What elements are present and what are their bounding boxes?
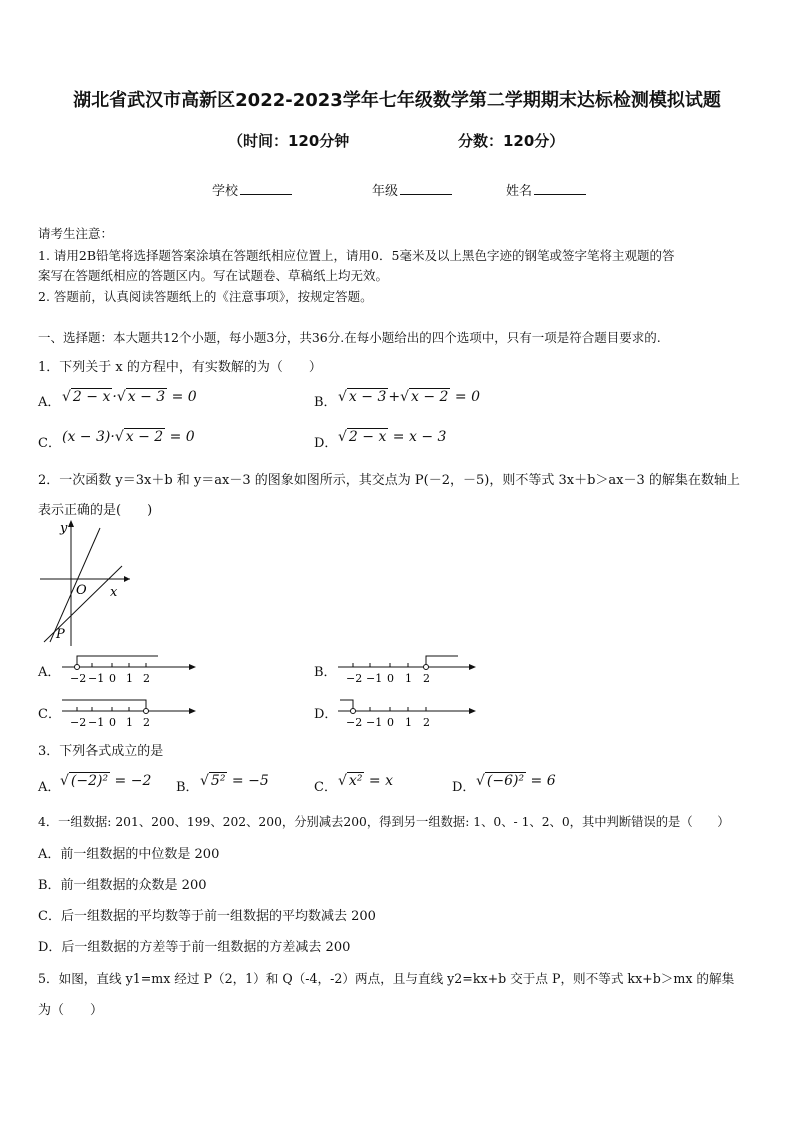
y-label: y: [60, 521, 68, 536]
q3-option-b-expr: √ 5² = −5: [200, 773, 269, 789]
exam-score: 分数：120分）: [458, 132, 565, 150]
svg-text:2: 2: [423, 716, 430, 729]
section-heading: 一、选择题：本大题共12个小题，每小题3分，共36分.在每小题给出的四个选项中，只有一项是符合题目要求的.: [38, 330, 661, 345]
exam-time: （时间：120分钟: [228, 132, 350, 150]
open-point: [351, 709, 356, 714]
q3-option-a-expr: √ (−2)² = −2: [60, 773, 152, 789]
school-field: 学校: [212, 180, 292, 199]
q2-line2: 表示正确的是( ): [38, 503, 153, 518]
svg-text:−1: −1: [88, 672, 105, 685]
q3-option-c-label: C．: [314, 780, 337, 795]
notice-item-2: 2. 答题前，认真阅读答题纸上的《注意事项》，按规定答题。: [38, 289, 373, 304]
svg-text:−2: −2: [70, 672, 87, 685]
q1-option-a-label: A．: [38, 395, 61, 410]
q1-option-b-label: B．: [314, 395, 337, 410]
q1-option-c-expr: (x − 3)·√ x − 2 = 0: [62, 429, 195, 445]
notice-item-1a: 1. 请用2B铅笔将选择题答案涂填在答题纸相应位置上，请用0．5毫米及以上黑色字迹的钢笔或签字笔将主观题的答: [38, 248, 675, 263]
q2-option-b-label: B．: [314, 665, 337, 680]
svg-text:0: 0: [387, 672, 394, 685]
svg-text:2: 2: [143, 672, 150, 685]
q5-line2: 为（ ）: [38, 1003, 104, 1018]
q1-option-a-expr: √ 2 − x ·√ x − 3 = 0: [62, 389, 197, 405]
notice-heading: 请考生注意：: [38, 226, 114, 241]
q3-option-d-label: D．: [452, 780, 476, 795]
solution-ray: [77, 656, 158, 664]
q2-numberline-b: [336, 652, 480, 686]
q3-option-a-label: A．: [38, 780, 61, 795]
svg-text:−1: −1: [366, 672, 383, 685]
q2-line1: 2．一次函数 y＝3x＋b 和 y＝ax－3 的图象如图所示，其交点为 P(－2，－5)，则不等式 3x＋b＞ax－3 的解集在数轴上: [38, 473, 740, 488]
q2-option-c-label: C．: [38, 707, 61, 722]
svg-text:1: 1: [126, 716, 133, 729]
solution-ray: [340, 700, 353, 708]
q1-option-b-expr: √ x − 3 +√ x − 2 = 0: [338, 389, 480, 405]
open-point: [144, 709, 149, 714]
q2-numberline-c: [60, 696, 200, 730]
q1-option-d-label: D．: [314, 436, 338, 451]
x-axis-arrow: [124, 576, 130, 582]
svg-text:1: 1: [405, 672, 412, 685]
q1-option-d-expr: √ 2 − x = x − 3: [338, 429, 447, 445]
q1-stem: 1．下列关于 x 的方程中，有实数解的为（ ）: [38, 360, 322, 375]
q5-line1: 5．如图，直线 y1=mx 经过 P（2，1）和 Q（-4，-2）两点，且与直线 y2=kx+b 交于点 P，则不等式 kx+b＞mx 的解集: [38, 971, 735, 986]
q3-option-b-label: B．: [176, 780, 199, 795]
exam-title: 湖北省武汉市高新区2022-2023学年七年级数学第二学期期末达标检测模拟试题: [73, 90, 721, 111]
name-field: 姓名: [506, 180, 586, 199]
svg-text:1: 1: [405, 716, 412, 729]
q2-numberline-d: [336, 696, 480, 730]
q4-option-d: D．后一组数据的方差等于前一组数据的方差减去 200: [38, 940, 351, 955]
line-y-3x-b: [50, 528, 100, 642]
q1-option-c-label: C．: [38, 436, 61, 451]
q4-option-c: C．后一组数据的平均数等于前一组数据的平均数减去 200: [38, 909, 376, 924]
q4-option-a: A．前一组数据的中位数是 200: [38, 847, 220, 862]
svg-text:−1: −1: [88, 716, 105, 729]
svg-text:−2: −2: [346, 716, 363, 729]
svg-text:−2: −2: [70, 716, 87, 729]
svg-text:−1: −1: [366, 716, 383, 729]
solution-ray: [426, 656, 458, 664]
svg-text:0: 0: [109, 716, 116, 729]
y-axis-arrow: [68, 520, 74, 527]
q4-option-b: B．前一组数据的众数是 200: [38, 878, 207, 893]
svg-text:2: 2: [143, 716, 150, 729]
svg-text:0: 0: [387, 716, 394, 729]
open-point: [424, 665, 429, 670]
svg-text:2: 2: [423, 672, 430, 685]
svg-text:0: 0: [109, 672, 116, 685]
q3-option-c-expr: √ x² = x: [338, 773, 393, 789]
q3-stem: 3．下列各式成立的是: [38, 744, 164, 759]
q2-function-graph: [36, 518, 132, 648]
q2-option-d-label: D．: [314, 707, 338, 722]
q4-stem: 4．一组数据: 201、200、199、202、200，分别减去200，得到另一组数据: 1、0、- 1、2、0，其中判断错误的是（ ）: [38, 815, 730, 829]
origin-label: O: [76, 583, 87, 598]
notice-item-1b: 案写在答题纸相应的答题区内。写在试题卷、草稿纸上均无效。: [38, 268, 389, 283]
solution-ray: [62, 700, 146, 708]
point-p-label: P: [56, 627, 65, 642]
open-point: [75, 665, 80, 670]
x-label: x: [110, 585, 118, 600]
q2-numberline-a: [60, 652, 200, 686]
svg-text:1: 1: [126, 672, 133, 685]
grade-field: 年级: [372, 180, 452, 199]
q2-option-a-label: A．: [38, 665, 61, 680]
q3-option-d-expr: √ (−6)² = 6: [476, 773, 556, 789]
svg-text:−2: −2: [346, 672, 363, 685]
